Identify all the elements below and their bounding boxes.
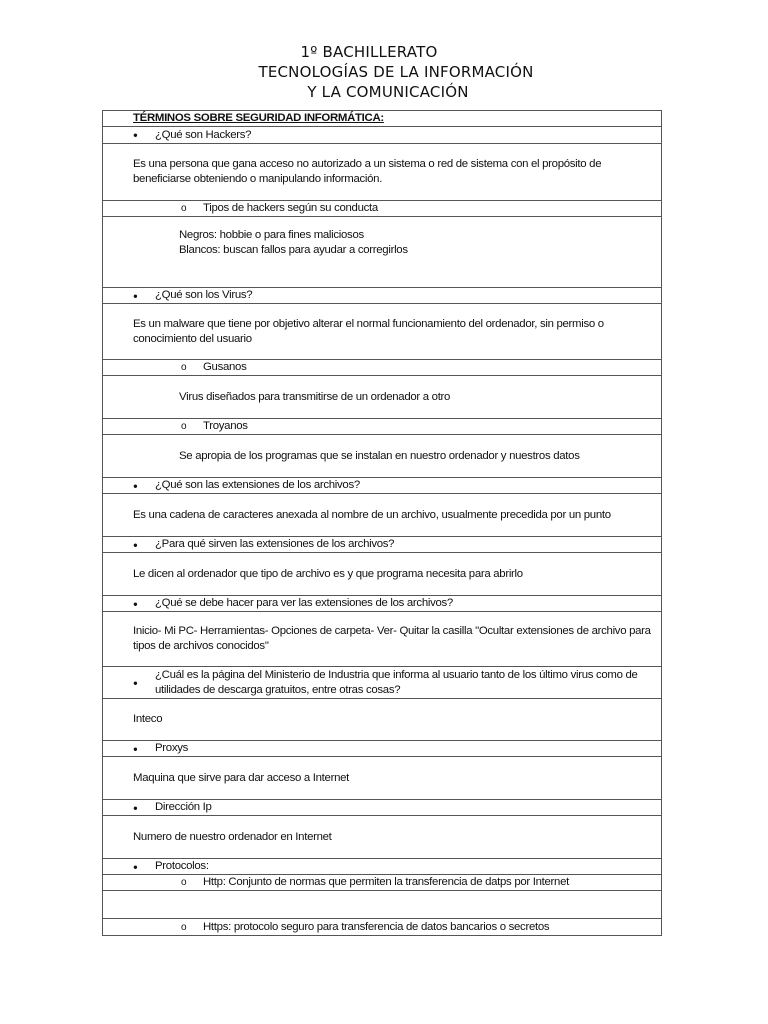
answer-gusanos: Virus diseñados para transmitirse de un ordenador a otro [103, 376, 662, 419]
title-line-1: 1º BACHILLERATO [300, 43, 438, 61]
table-row [103, 360, 662, 376]
bullet-icon: ● [133, 599, 138, 608]
table-row [103, 144, 662, 201]
bullet-icon: ● [133, 291, 138, 300]
bullet-icon: ● [133, 744, 138, 753]
table-row [103, 816, 662, 859]
table-row [103, 537, 662, 553]
subitem-http: o Http: Conjunto de normas que permiten la transferencia de datps por Internet [103, 875, 662, 891]
circle-marker-icon: o [181, 877, 187, 888]
subitem-https: o Https: protocolo seguro para transferencia de datos bancarios o secretos [103, 919, 662, 936]
circle-marker-icon: o [181, 362, 187, 373]
question-ver-extensiones: ● ¿Qué se debe hacer para ver las extensiones de los archivos? [103, 596, 662, 612]
answer-virus: Es un malware que tiene por objetivo alterar el normal funcionamiento del ordenador, sin permiso o conocimiento del usuario [103, 304, 662, 360]
title-line-3: Y LA COMUNICACIÓN [307, 83, 469, 101]
circle-marker-icon: o [181, 203, 187, 214]
table-row [103, 127, 662, 144]
table-row [103, 875, 662, 891]
table-row [103, 304, 662, 360]
answer-ver-extensiones: Inicio- Mi PC- Herramientas- Opciones de carpeta- Ver- Quitar la casilla "Ocultar extensiones de archivo para tipos de archivos conocidos" [103, 612, 662, 667]
table-row [103, 612, 662, 667]
question-protocolos: ● Protocolos: [103, 859, 662, 875]
table-row [103, 217, 662, 288]
answer-ministerio: Inteco [103, 699, 662, 741]
question-virus: ● ¿Qué son los Virus? [103, 288, 662, 304]
table-row [103, 435, 662, 478]
question-hackers: ● ¿Qué son Hackers? [103, 127, 662, 144]
table-row [103, 201, 662, 217]
bullet-icon: ● [133, 481, 138, 490]
table-row [103, 596, 662, 612]
table-row [103, 376, 662, 419]
question-para-que: ● ¿Para qué sirven las extensiones de los archivos? [103, 537, 662, 553]
document-title [0, 42, 768, 102]
answer-tipos: Negros: hobbie o para fines maliciosos Blancos: buscan fallos para ayudar a corregirlos [103, 217, 662, 288]
title-line-2: TECNOLOGÍAS DE LA INFORMACIÓN [258, 63, 534, 81]
table-row [103, 111, 662, 127]
circle-marker-icon: o [181, 421, 187, 432]
table-row [103, 859, 662, 875]
answer-extensiones: Es una cadena de caracteres anexada al nombre de un archivo, usualmente precedida por un punto [103, 494, 662, 537]
question-direccion-ip: ● Dirección Ip [103, 800, 662, 816]
table-row [103, 494, 662, 537]
table-row [103, 419, 662, 435]
bullet-icon: ● [133, 803, 138, 812]
circle-marker-icon: o [181, 921, 187, 933]
question-extensiones: ● ¿Qué son las extensiones de los archivos? [103, 478, 662, 494]
table-row [103, 800, 662, 816]
answer-hackers: Es una persona que gana acceso no autorizado a un sistema o red de sistema con el propósito de beneficiarse obteniendo o manipulando información. [103, 144, 662, 201]
subitem-gusanos: o Gusanos [103, 360, 662, 376]
bullet-icon: ● [133, 540, 138, 549]
bullet-icon: ● [133, 862, 138, 871]
table-heading: TÉRMINOS SOBRE SEGURIDAD INFORMÁTICA: [103, 111, 662, 127]
table-row [103, 757, 662, 800]
terms-table [102, 110, 662, 936]
table-row [103, 919, 662, 936]
table-row [103, 288, 662, 304]
answer-troyanos: Se apropia de los programas que se instalan en nuestro ordenador y nuestros datos [103, 435, 662, 478]
subitem-troyanos: o Troyanos [103, 419, 662, 435]
table-row [103, 553, 662, 596]
bullet-icon: ● [133, 130, 138, 140]
table-row [103, 741, 662, 757]
question-proxys: ● Proxys [103, 741, 662, 757]
answer-para-que: Le dicen al ordenador que tipo de archivo es y que programa necesita para abrirlo [103, 553, 662, 596]
subitem-tipos: o Tipos de hackers según su conducta [103, 201, 662, 217]
empty-cell [103, 891, 662, 919]
table-row [103, 891, 662, 919]
answer-direccion-ip: Numero de nuestro ordenador en Internet [103, 816, 662, 859]
table-row [103, 478, 662, 494]
question-ministerio: ● ¿Cuál es la página del Ministerio de Industria que informa al usuario tanto de los último virus como de utilidades de descarga gratuitos, entre otras cosas? [103, 667, 662, 699]
table-row [103, 699, 662, 741]
bullet-icon: ● [133, 678, 138, 687]
table-row [103, 667, 662, 699]
answer-proxys: Maquina que sirve para dar acceso a Internet [103, 757, 662, 800]
